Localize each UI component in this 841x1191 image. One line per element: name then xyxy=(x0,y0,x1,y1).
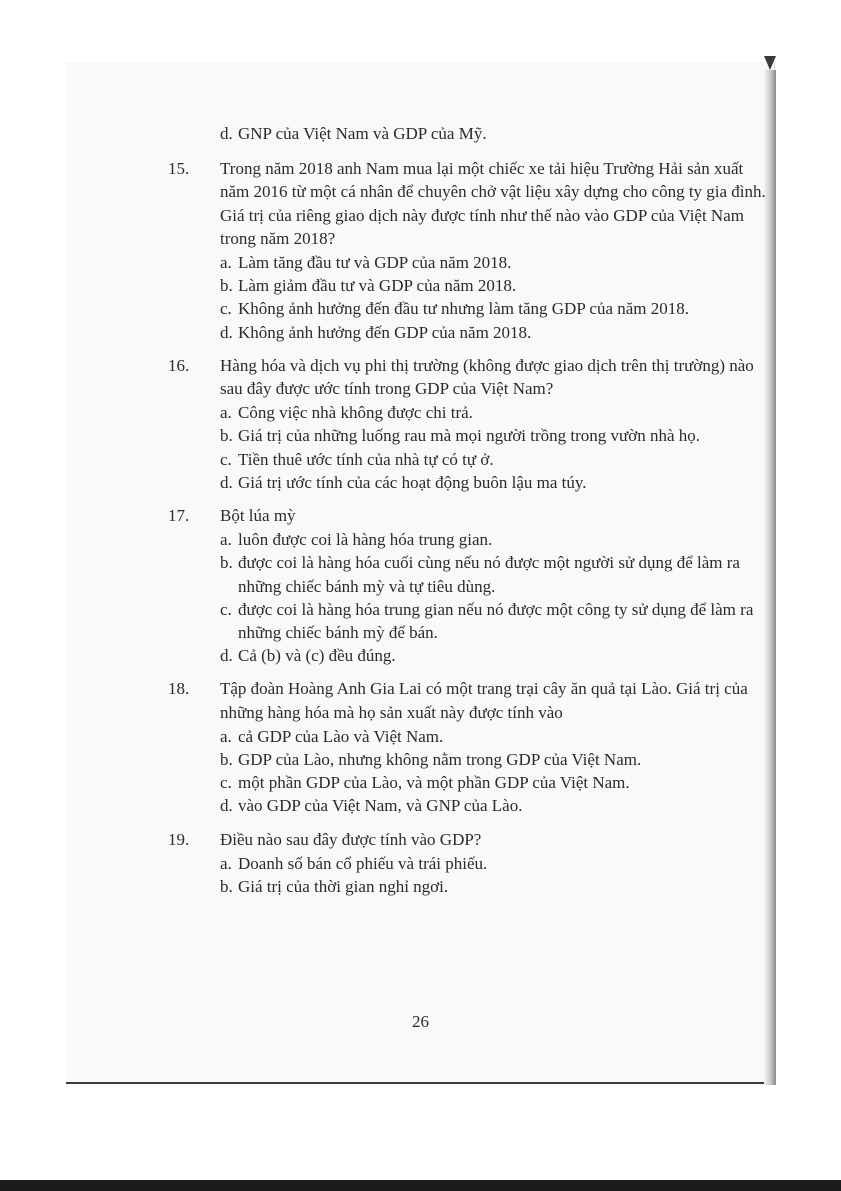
question-number: 15. xyxy=(168,159,190,179)
option-text: được coi là hàng hóa trung gian nếu nó được một công ty sử dụng để làm ra những chiếc bánh mỳ để bán. xyxy=(238,599,754,643)
page-number: 26 xyxy=(412,1012,429,1031)
option-text: cả GDP của Lào và Việt Nam. xyxy=(238,726,444,746)
option-letter: b. xyxy=(220,276,233,296)
option-list xyxy=(220,852,768,898)
option-text: Không ảnh hưởng đến đầu tư nhưng làm tăng GDP của năm 2018. xyxy=(238,299,690,319)
option-text: Không ảnh hưởng đến GDP của năm 2018. xyxy=(238,322,532,342)
option-text: một phần GDP của Lào, và một phần GDP của Việt Nam. xyxy=(238,773,630,793)
question-number: 16. xyxy=(168,355,190,375)
option-letter: a. xyxy=(220,853,232,873)
option-letter: d. xyxy=(220,646,233,666)
option-letter: a. xyxy=(220,403,232,423)
option-letter: d. xyxy=(220,796,233,816)
option-text: Cả (b) và (c) đều đúng. xyxy=(238,646,396,666)
question-17 xyxy=(168,504,768,667)
option-text: GDP của Lào, nhưng không nằm trong GDP của Việt Nam. xyxy=(238,750,642,770)
option-c xyxy=(220,448,768,471)
option-letter: c. xyxy=(220,599,232,619)
question-16 xyxy=(168,354,768,494)
question-number: 17. xyxy=(168,506,190,526)
option-text: luôn được coi là hàng hóa trung gian. xyxy=(238,530,493,550)
option-letter: d. xyxy=(220,472,233,492)
option-letter: a. xyxy=(220,530,232,550)
option-text: Giá trị ước tính của các hoạt động buôn lậu ma túy. xyxy=(238,472,587,492)
option-a xyxy=(220,852,768,875)
option-c xyxy=(220,598,768,644)
option-d xyxy=(220,321,768,344)
option-list xyxy=(220,251,768,344)
option-text: được coi là hàng hóa cuối cùng nếu nó được một người sử dụng để làm ra những chiếc bánh mỳ và tự tiêu dùng. xyxy=(238,553,740,596)
question-text: Điều nào sau đây được tính vào GDP? xyxy=(220,829,482,849)
option-d xyxy=(220,471,768,494)
option-letter: c. xyxy=(220,449,232,469)
scanner-bottom-strip xyxy=(0,1180,841,1191)
option-letter: c. xyxy=(220,299,232,319)
option-letter: d. xyxy=(220,322,233,342)
option-letter: c. xyxy=(220,773,232,793)
question-18 xyxy=(168,677,768,817)
edge-mark-icon xyxy=(764,56,776,70)
option-a xyxy=(220,401,768,424)
option-b xyxy=(220,424,768,447)
option-b xyxy=(220,875,768,898)
question-number: 19. xyxy=(168,829,190,849)
option-text: Tiền thuê ước tính của nhà tự có tự ở. xyxy=(238,449,494,469)
option-c xyxy=(220,297,768,320)
option-c xyxy=(220,771,768,794)
option-list xyxy=(220,401,768,494)
question-text: Tập đoàn Hoàng Anh Gia Lai có một trang trại cây ăn quả tại Lào. Giá trị của những hàng hóa mà họ sản xuất này được tính vào xyxy=(220,679,748,722)
option-a xyxy=(220,725,768,748)
question-number: 18. xyxy=(168,679,190,699)
option-b xyxy=(220,748,768,771)
option-list xyxy=(220,528,768,667)
question-text: Hàng hóa và dịch vụ phi thị trường (không được giao dịch trên thị trường) nào sau đây được ước tính trong GDP của Việt Nam? xyxy=(220,355,754,399)
option-text: Doanh số bán cổ phiếu và trái phiếu. xyxy=(238,853,488,873)
option-text: Giá trị của thời gian nghỉ ngơi. xyxy=(238,877,449,897)
option-text: Giá trị của những luống rau mà mọi người trồng trong vườn nhà họ. xyxy=(238,426,701,446)
option-b xyxy=(220,551,768,597)
option-a xyxy=(220,251,768,274)
lead-option xyxy=(220,122,768,145)
question-text: Bột lúa mỳ xyxy=(220,506,296,526)
option-letter: b. xyxy=(220,426,233,446)
option-letter: a. xyxy=(220,726,232,746)
option-text: Công việc nhà không được chi trả. xyxy=(238,403,473,423)
option-letter: b. xyxy=(220,750,233,770)
question-15 xyxy=(168,157,768,344)
question-list xyxy=(168,122,768,898)
option-text: Làm tăng đầu tư và GDP của năm 2018. xyxy=(238,253,512,273)
option-list xyxy=(220,725,768,818)
question-19 xyxy=(168,828,768,899)
option-d xyxy=(220,644,768,667)
option-d xyxy=(220,794,768,817)
option-letter: b. xyxy=(220,877,233,897)
option-letter: a. xyxy=(220,253,232,273)
option-text: GNP của Việt Nam và GDP của Mỹ. xyxy=(238,124,487,143)
option-text: Làm giảm đầu tư và GDP của năm 2018. xyxy=(238,276,517,296)
option-b xyxy=(220,274,768,297)
option-letter: d. xyxy=(220,124,233,143)
option-letter: b. xyxy=(220,553,233,573)
option-text: vào GDP của Việt Nam, và GNP của Lào. xyxy=(238,796,523,816)
option-a xyxy=(220,528,768,551)
question-text: Trong năm 2018 anh Nam mua lại một chiếc xe tải hiệu Trường Hải sản xuất năm 2016 từ một cá nhân để chuyên chở vật liệu xây dựng cho công ty gia đình. Giá trị của riêng giao dịch này được tính như thế nào vào GDP của Việt Nam trong năm 2018? xyxy=(220,159,766,248)
